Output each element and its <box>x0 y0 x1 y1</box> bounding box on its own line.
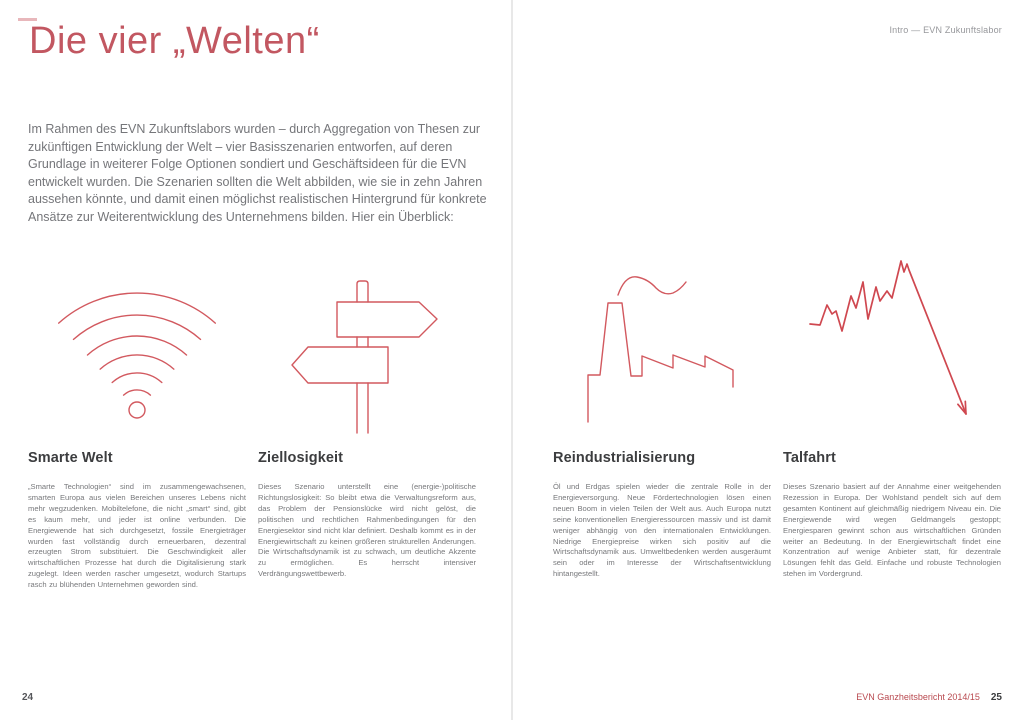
section-breadcrumb: Intro — EVN Zukunftslabor <box>889 25 1002 35</box>
page-number-right: 25 <box>990 692 1002 703</box>
signpost-icon <box>285 278 445 438</box>
scenario-reindustrialisierung <box>553 450 771 580</box>
intro-paragraph: Im Rahmen des EVN Zukunftslabors wurden – durch Aggregation von Thesen zur zukünftigen Entwicklung der Welt – vier Basisszenarien entworfen, auf deren Grundlage in weiterer Folge Optionen sondiert und Geschäftsideen für die EVN entwickelt wurden. Die Szenarien sollten die Welt abbilden, wie sie in zehn Jahren aussehen könnte, und damit einen möglichst realistischen Hintergrund für konkrete Ansätze zur Weiterentwicklung des Unternehmens bilden. Hier ein Überblick: <box>28 122 487 224</box>
report-footer <box>856 692 1002 703</box>
page-number-left: 24 <box>22 692 34 703</box>
scenario-body: „Smarte Technologien“ sind im zusammengewachsenen, smarten Europa aus vielen Bereichen unseres Lebens nicht mehr wegzudenken. Mobiltelefone, die nicht „smart“ sind, gibt es kaum mehr, und jeder ist online verbunden. Die Energiewende hat sich durchgesetzt, fossile Energieträger wurden fast vollständig durch erneuerbaren, dezentral erzeugten Strom substituiert. Die Geschwindigkeit aller wirtschaftlichen Prozesse hat durch die Digitalisierung stark zugelegt. Ideen werden rascher umgesetzt, wodurch Startups rasch zu blühenden Unternehmen geworden sind. <box>28 482 246 590</box>
page-gutter-divider <box>511 0 513 720</box>
factory-icon <box>580 272 745 427</box>
scenario-title: Reindustrialisierung <box>553 450 696 466</box>
scenario-body: Dieses Szenario basiert auf der Annahme einer weitgehenden Rezession in Europa. Der Wohlstand pendelt sich auf dem gesamten Kontinent auf gleichmäßig niedrigem Niveau ein. Die Energiewende wird wegen Geldmangels gestoppt; Energiesparen gewinnt schon aus wirtschaftlichen Gründen weiter an Bedeutung. In der Energiewirtschaft findet eine Konzentration auf wenige Anbieter statt, für dezentrale Lösungen fehlt das Geld. Einfache und robuste Technologien stehen im Vordergrund. <box>783 482 1001 579</box>
scenario-smarte-welt <box>28 450 246 591</box>
scenario-title: Ziellosigkeit <box>258 450 344 466</box>
downtrend-arrow-icon <box>805 252 980 427</box>
scenario-body: Dieses Szenario unterstellt eine (energie-)politische Richtungslosigkeit: So bleibt etwa die Verwaltungsreform aus, das Problem der Pensionslücke wird nicht gelöst, die politischen und rechtlichen Rahmenbedingungen für den Energiesektor sind nicht klar definiert. Deshalb kommt es in der Energiewirtschaft zu keinen größeren strukturellen Änderungen. Die Wirtschaftsdynamik ist zu schwach, um deutliche Akzente zu ermöglichen. Es herrscht intensiver Verdrängungswettbewerb. <box>258 482 476 579</box>
scenario-talfahrt <box>783 450 1001 580</box>
wifi-icon <box>55 280 221 422</box>
report-name: EVN Ganzheitsbericht 2014/15 <box>856 692 980 702</box>
scenario-ziellosigkeit <box>258 450 476 580</box>
scenario-title: Talfahrt <box>783 450 836 466</box>
scenario-body: Öl und Erdgas spielen wieder die zentrale Rolle in der Energieversorgung. Neue Fördertechnologien lösen einen neuen Boom in vielen Teilen der Welt aus. Auch Europa nutzt seine konventionellen Energieressourcen massiv und ist damit weniger abhängig von den internationalen Entwicklungen. Niedrige Energiepreise wirken sich positiv auf die Wirtschaftsdynamik aus. Umweltbedenken werden ausgeräumt sein oder im Interesse der Wirtschaftsentwicklung hintangestellt. <box>553 482 771 579</box>
scenario-title: Smarte Welt <box>28 450 113 466</box>
page-title: Die vier „Welten“ <box>29 20 320 62</box>
